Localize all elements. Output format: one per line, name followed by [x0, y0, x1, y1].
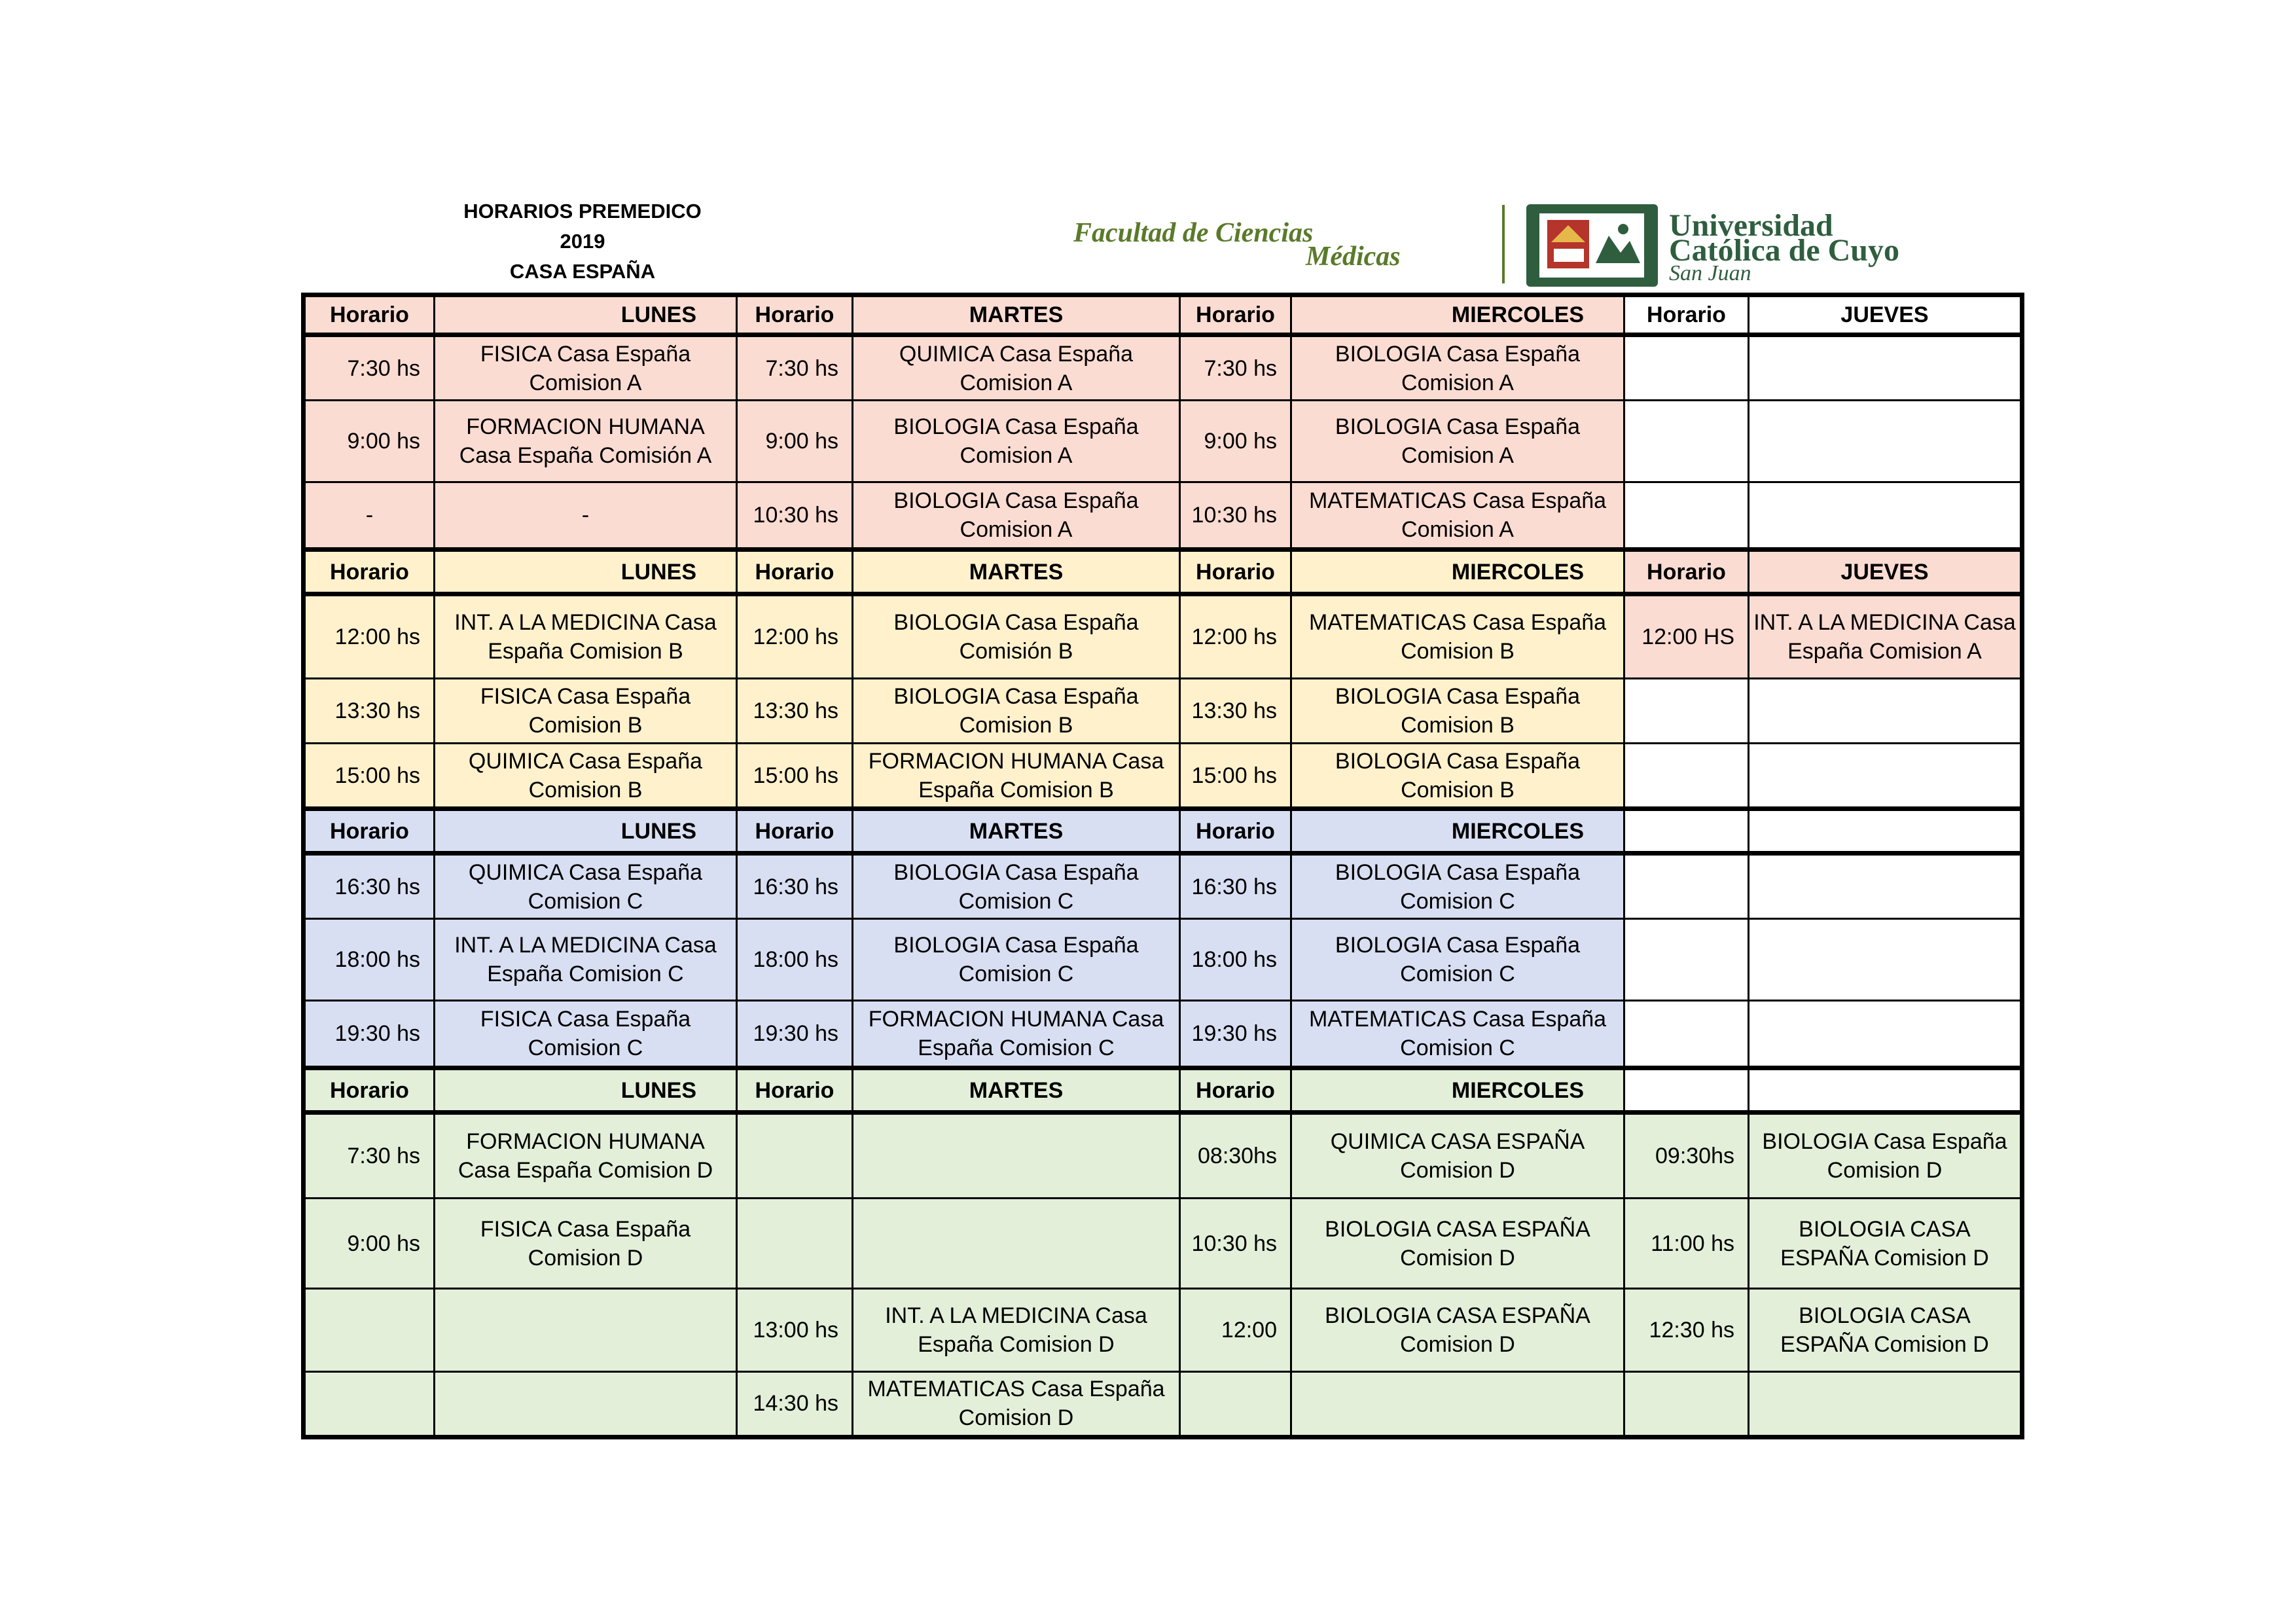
time-cell: 13:30 hs	[737, 679, 853, 744]
time-cell: 12:00 HS	[1624, 594, 1749, 679]
class-cell: BIOLOGIA Casa España Comision A	[1291, 335, 1624, 401]
class-cell: BIOLOGIA CASA ESPAÑA Comision D	[1291, 1288, 1624, 1371]
time-cell	[1180, 1371, 1291, 1437]
day-header-cell: MIERCOLES	[1291, 809, 1624, 854]
time-cell: 15:00 hs	[304, 744, 435, 809]
document-title	[393, 196, 772, 287]
table-row	[304, 335, 2022, 401]
class-cell: FISICA Casa España Comision C	[435, 1000, 737, 1068]
class-cell: FISICA Casa España Comision A	[435, 335, 737, 401]
faculty-name-line-1: Facultad de Ciencias	[1073, 218, 1314, 248]
class-cell: BIOLOGIA Casa España Comision D	[1749, 1112, 2022, 1198]
time-cell: 9:00 hs	[1180, 401, 1291, 482]
time-cell	[1624, 1371, 1749, 1437]
class-cell: -	[435, 482, 737, 550]
title-line-3: CASA ESPAÑA	[509, 260, 656, 283]
time-cell: 08:30hs	[1180, 1112, 1291, 1198]
table-row	[304, 744, 2022, 809]
time-cell: 09:30hs	[1624, 1112, 1749, 1198]
table-row	[304, 854, 2022, 919]
time-cell: 15:00 hs	[737, 744, 853, 809]
horario-header-cell: Horario	[1180, 809, 1291, 854]
title-line-1: HORARIOS PREMEDICO	[463, 200, 702, 223]
section-header-row	[304, 1068, 2022, 1113]
horario-header-cell: Horario	[737, 1068, 853, 1113]
horario-header-cell: Horario	[1624, 550, 1749, 594]
table-row	[304, 482, 2022, 550]
horario-header-cell: Horario	[304, 550, 435, 594]
class-cell: FORMACION HUMANA Casa España Comision C	[853, 1000, 1180, 1068]
horario-header-cell: Horario	[1180, 1068, 1291, 1113]
class-cell	[1749, 854, 2022, 919]
time-cell	[1624, 854, 1749, 919]
class-cell: BIOLOGIA Casa España Comision A	[853, 401, 1180, 482]
section-header-row	[304, 550, 2022, 594]
time-cell: 15:00 hs	[1180, 744, 1291, 809]
class-cell: MATEMATICAS Casa España Comision B	[1291, 594, 1624, 679]
time-cell	[1624, 401, 1749, 482]
time-cell: 10:30 hs	[1180, 1199, 1291, 1289]
class-cell: BIOLOGIA Casa España Comision C	[853, 854, 1180, 919]
time-cell: 12:00	[1180, 1288, 1291, 1371]
class-cell: FISICA Casa España Comision D	[435, 1199, 737, 1289]
table-row	[304, 1112, 2022, 1198]
time-cell: 18:00 hs	[304, 919, 435, 1001]
table-row	[304, 919, 2022, 1001]
time-cell: 12:00 hs	[737, 594, 853, 679]
class-cell: INT. A LA MEDICINA Casa España Comision B	[435, 594, 737, 679]
table-row	[304, 1000, 2022, 1068]
time-cell: 12:30 hs	[1624, 1288, 1749, 1371]
day-header-cell	[1749, 1068, 2022, 1113]
class-cell: INT. A LA MEDICINA Casa España Comision D	[853, 1288, 1180, 1371]
day-header-cell: MARTES	[853, 809, 1180, 854]
class-cell: FORMACION HUMANA Casa España Comisión A	[435, 401, 737, 482]
time-cell: 7:30 hs	[304, 335, 435, 401]
horario-header-cell	[1624, 1068, 1749, 1113]
class-cell: QUIMICA CASA ESPAÑA Comision D	[1291, 1112, 1624, 1198]
class-cell	[853, 1199, 1180, 1289]
schedule-table	[301, 293, 2024, 1439]
day-header-cell: LUNES	[435, 809, 737, 854]
university-logo	[1073, 200, 1983, 288]
class-cell	[853, 1112, 1180, 1198]
class-cell: BIOLOGIA Casa España Comisión B	[853, 594, 1180, 679]
time-cell: 9:00 hs	[737, 401, 853, 482]
class-cell: INT. A LA MEDICINA Casa España Comision C	[435, 919, 737, 1001]
class-cell	[1749, 744, 2022, 809]
table-row	[304, 679, 2022, 744]
class-cell: MATEMATICAS Casa España Comision A	[1291, 482, 1624, 550]
class-cell: FORMACION HUMANA Casa España Comision B	[853, 744, 1180, 809]
section-header-row	[304, 295, 2022, 335]
class-cell	[1749, 919, 2022, 1001]
day-header-cell: LUNES	[435, 1068, 737, 1113]
time-cell: 10:30 hs	[737, 482, 853, 550]
time-cell: 9:00 hs	[304, 401, 435, 482]
class-cell: QUIMICA Casa España Comision B	[435, 744, 737, 809]
class-cell: BIOLOGIA Casa España Comision A	[853, 482, 1180, 550]
class-cell	[1749, 679, 2022, 744]
faculty-name-line-2: Médicas	[1306, 242, 1401, 272]
day-header-cell: MIERCOLES	[1291, 295, 1624, 335]
university-name-line-2: Católica de Cuyo	[1669, 233, 1899, 268]
class-cell: BIOLOGIA Casa España Comision A	[1291, 401, 1624, 482]
time-cell	[737, 1112, 853, 1198]
time-cell: 14:30 hs	[737, 1371, 853, 1437]
horario-header-cell: Horario	[304, 1068, 435, 1113]
time-cell: 7:30 hs	[304, 1112, 435, 1198]
university-name-line-3: San Juan	[1669, 261, 1751, 285]
class-cell: BIOLOGIA CASA ESPAÑA Comision D	[1749, 1199, 2022, 1289]
horario-header-cell: Horario	[737, 550, 853, 594]
class-cell: INT. A LA MEDICINA Casa España Comision A	[1749, 594, 2022, 679]
class-cell	[1749, 1000, 2022, 1068]
logo-divider	[1502, 205, 1505, 283]
time-cell	[1624, 919, 1749, 1001]
class-cell: BIOLOGIA CASA ESPAÑA Comision D	[1291, 1199, 1624, 1289]
time-cell: 18:00 hs	[1180, 919, 1291, 1001]
day-header-cell: LUNES	[435, 550, 737, 594]
class-cell: QUIMICA Casa España Comision A	[853, 335, 1180, 401]
class-cell: QUIMICA Casa España Comision C	[435, 854, 737, 919]
day-header-cell: MARTES	[853, 295, 1180, 335]
horario-header-cell: Horario	[737, 809, 853, 854]
class-cell: FISICA Casa España Comision B	[435, 679, 737, 744]
day-header-cell: JUEVES	[1749, 550, 2022, 594]
class-cell	[1749, 401, 2022, 482]
class-cell	[1749, 1371, 2022, 1437]
university-crest-icon	[1525, 203, 1659, 288]
section-header-row	[304, 809, 2022, 854]
horario-header-cell: Horario	[304, 295, 435, 335]
time-cell: 12:00 hs	[1180, 594, 1291, 679]
time-cell: 11:00 hs	[1624, 1199, 1749, 1289]
class-cell	[435, 1371, 737, 1437]
day-header-cell: MARTES	[853, 550, 1180, 594]
class-cell	[435, 1288, 737, 1371]
day-header-cell: MARTES	[853, 1068, 1180, 1113]
day-header-cell: MIERCOLES	[1291, 1068, 1624, 1113]
horario-header-cell: Horario	[1180, 550, 1291, 594]
table-row	[304, 594, 2022, 679]
time-cell: 13:30 hs	[304, 679, 435, 744]
title-line-2: 2019	[560, 230, 605, 253]
class-cell: BIOLOGIA Casa España Comision B	[1291, 744, 1624, 809]
time-cell: 16:30 hs	[737, 854, 853, 919]
time-cell	[304, 1371, 435, 1437]
horario-header-cell: Horario	[1180, 295, 1291, 335]
time-cell: 16:30 hs	[1180, 854, 1291, 919]
time-cell: 18:00 hs	[737, 919, 853, 1001]
time-cell: 13:30 hs	[1180, 679, 1291, 744]
class-cell: BIOLOGIA Casa España Comision B	[853, 679, 1180, 744]
class-cell: BIOLOGIA Casa España Comision B	[1291, 679, 1624, 744]
time-cell	[1624, 744, 1749, 809]
horario-header-cell: Horario	[1624, 295, 1749, 335]
day-header-cell: MIERCOLES	[1291, 550, 1624, 594]
time-cell: -	[304, 482, 435, 550]
class-cell	[1291, 1371, 1624, 1437]
class-cell: MATEMATICAS Casa España Comision D	[853, 1371, 1180, 1437]
horario-header-cell: Horario	[304, 809, 435, 854]
table-row	[304, 1288, 2022, 1371]
time-cell: 7:30 hs	[1180, 335, 1291, 401]
table-row	[304, 401, 2022, 482]
class-cell: BIOLOGIA Casa España Comision C	[853, 919, 1180, 1001]
horario-header-cell	[1624, 809, 1749, 854]
time-cell	[1624, 482, 1749, 550]
class-cell	[1749, 482, 2022, 550]
class-cell: FORMACION HUMANA Casa España Comision D	[435, 1112, 737, 1198]
time-cell: 7:30 hs	[737, 335, 853, 401]
class-cell	[1749, 335, 2022, 401]
time-cell	[1624, 679, 1749, 744]
time-cell: 19:30 hs	[304, 1000, 435, 1068]
time-cell: 19:30 hs	[1180, 1000, 1291, 1068]
class-cell: MATEMATICAS Casa España Comision C	[1291, 1000, 1624, 1068]
time-cell: 12:00 hs	[304, 594, 435, 679]
time-cell: 19:30 hs	[737, 1000, 853, 1068]
horario-header-cell: Horario	[737, 295, 853, 335]
university-name-line-1: Universidad	[1669, 208, 1833, 243]
time-cell	[304, 1288, 435, 1371]
table-row	[304, 1199, 2022, 1289]
time-cell: 10:30 hs	[1180, 482, 1291, 550]
day-header-cell: JUEVES	[1749, 295, 2022, 335]
class-cell: BIOLOGIA CASA ESPAÑA Comision D	[1749, 1288, 2022, 1371]
time-cell: 13:00 hs	[737, 1288, 853, 1371]
time-cell: 16:30 hs	[304, 854, 435, 919]
day-header-cell	[1749, 809, 2022, 854]
class-cell: BIOLOGIA Casa España Comision C	[1291, 854, 1624, 919]
class-cell: BIOLOGIA Casa España Comision C	[1291, 919, 1624, 1001]
time-cell	[1624, 1000, 1749, 1068]
table-row	[304, 1371, 2022, 1437]
time-cell: 9:00 hs	[304, 1199, 435, 1289]
time-cell	[737, 1199, 853, 1289]
time-cell	[1624, 335, 1749, 401]
day-header-cell: LUNES	[435, 295, 737, 335]
